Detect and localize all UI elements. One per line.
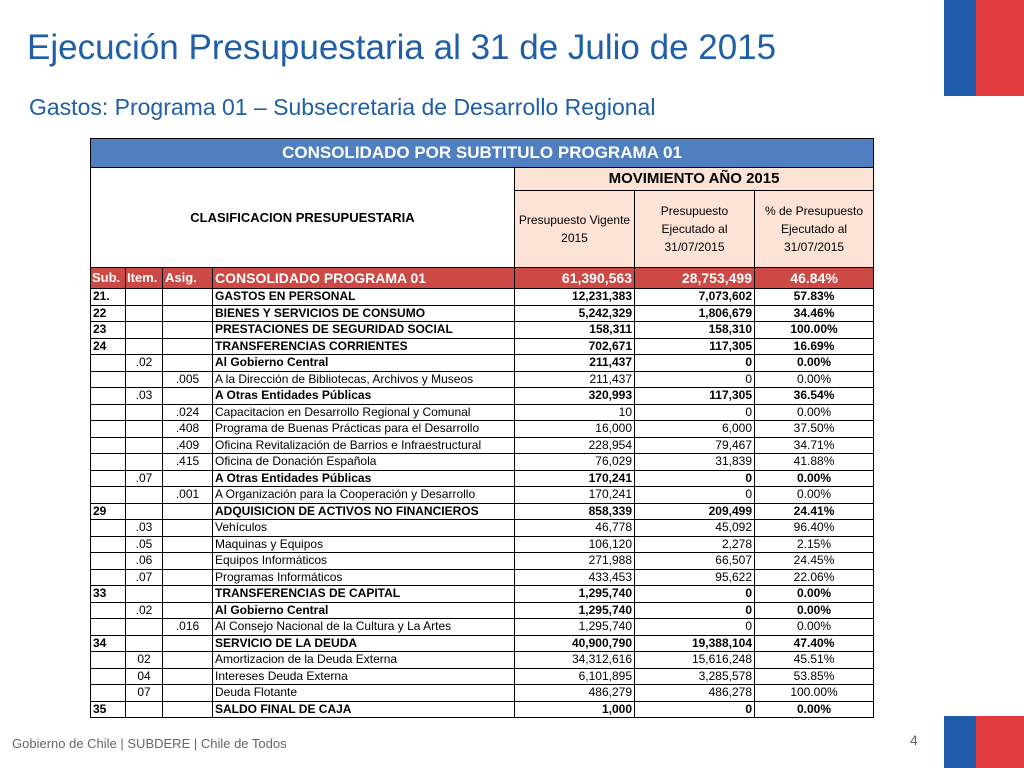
- row-pct: 57.83%: [755, 289, 874, 306]
- page-number: 4: [910, 732, 918, 748]
- flag-blue-stripe: [944, 0, 976, 96]
- footer-text: Gobierno de Chile | SUBDERE | Chile de Todos: [12, 736, 287, 751]
- row-vigente: 5,242,329: [515, 305, 635, 322]
- row-item: .03: [126, 388, 163, 405]
- row-asig: .408: [163, 421, 213, 438]
- row-asig: [163, 635, 213, 652]
- row-vigente: 1,000: [515, 701, 635, 718]
- row-name: SALDO FINAL DE CAJA: [213, 701, 515, 718]
- row-sub: 24: [91, 338, 126, 355]
- table-row: [91, 388, 874, 405]
- row-vigente: 10: [515, 404, 635, 421]
- row-sub: 22: [91, 305, 126, 322]
- row-name: TRANSFERENCIAS DE CAPITAL: [213, 586, 515, 603]
- row-pct: 16.69%: [755, 338, 874, 355]
- col-header-pct: % de Presupuesto Ejecutado al 31/07/2015: [755, 191, 874, 268]
- table-row: [91, 685, 874, 702]
- table-row: [91, 635, 874, 652]
- row-asig: [163, 338, 213, 355]
- row-vigente: 170,241: [515, 487, 635, 504]
- row-item: 04: [126, 668, 163, 685]
- table-row: [91, 503, 874, 520]
- row-pct: 2.15%: [755, 536, 874, 553]
- row-sub: [91, 487, 126, 504]
- row-ejecutado: 0: [635, 487, 755, 504]
- row-vigente: 486,279: [515, 685, 635, 702]
- row-vigente: 858,339: [515, 503, 635, 520]
- row-vigente: 228,954: [515, 437, 635, 454]
- row-sub: [91, 371, 126, 388]
- row-sub: 23: [91, 322, 126, 339]
- row-vigente: 702,671: [515, 338, 635, 355]
- row-ejecutado: 0: [635, 602, 755, 619]
- table-row: [91, 701, 874, 718]
- row-sub: [91, 685, 126, 702]
- row-name: PRESTACIONES DE SEGURIDAD SOCIAL: [213, 322, 515, 339]
- row-vigente: 40,900,790: [515, 635, 635, 652]
- row-sub: 29: [91, 503, 126, 520]
- row-name: Oficina de Donación Española: [213, 454, 515, 471]
- row-vigente: 211,437: [515, 355, 635, 372]
- row-name: A Otras Entidades Públicas: [213, 388, 515, 405]
- consolidated-row: [91, 268, 874, 289]
- row-asig: [163, 685, 213, 702]
- col-header-ejecutado: Presupuesto Ejecutado al 31/07/2015: [635, 191, 755, 268]
- row-vigente: 158,311: [515, 322, 635, 339]
- row-item: [126, 487, 163, 504]
- col-item-label: Item.: [126, 268, 163, 289]
- row-item: 02: [126, 652, 163, 669]
- table-row: [91, 487, 874, 504]
- row-sub: [91, 619, 126, 636]
- row-name: Al Gobierno Central: [213, 355, 515, 372]
- row-sub: [91, 421, 126, 438]
- row-ejecutado: 31,839: [635, 454, 755, 471]
- row-sub: [91, 652, 126, 669]
- row-ejecutado: 0: [635, 470, 755, 487]
- row-asig: [163, 305, 213, 322]
- row-sub: [91, 454, 126, 471]
- row-sub: 34: [91, 635, 126, 652]
- slide-subtitle: Gastos: Programa 01 – Subsecretaria de Desarrollo Regional: [29, 94, 656, 120]
- consolidated-ejecutado: 28,753,499: [635, 268, 755, 289]
- row-name: A Otras Entidades Públicas: [213, 470, 515, 487]
- row-ejecutado: 3,285,578: [635, 668, 755, 685]
- row-item: .07: [126, 470, 163, 487]
- row-vigente: 12,231,383: [515, 289, 635, 306]
- table-row: [91, 454, 874, 471]
- row-item: [126, 619, 163, 636]
- row-vigente: 271,988: [515, 553, 635, 570]
- row-vigente: 170,241: [515, 470, 635, 487]
- row-sub: 21.: [91, 289, 126, 306]
- col-asig-label: Asig.: [163, 268, 213, 289]
- row-asig: [163, 652, 213, 669]
- row-item: .06: [126, 553, 163, 570]
- row-ejecutado: 15,616,248: [635, 652, 755, 669]
- table-row: [91, 619, 874, 636]
- row-item: [126, 338, 163, 355]
- row-asig: [163, 553, 213, 570]
- row-sub: [91, 470, 126, 487]
- row-vigente: 433,453: [515, 569, 635, 586]
- row-name: Al Gobierno Central: [213, 602, 515, 619]
- row-ejecutado: 209,499: [635, 503, 755, 520]
- row-item: [126, 454, 163, 471]
- row-pct: 36.54%: [755, 388, 874, 405]
- row-asig: [163, 289, 213, 306]
- row-ejecutado: 6,000: [635, 421, 755, 438]
- row-vigente: 76,029: [515, 454, 635, 471]
- row-name: Equipos Informáticos: [213, 553, 515, 570]
- row-sub: [91, 404, 126, 421]
- table-row: [91, 355, 874, 372]
- row-item: [126, 404, 163, 421]
- clasificacion-header: CLASIFICACION PRESUPUESTARIA: [91, 168, 515, 268]
- row-asig: [163, 520, 213, 537]
- row-sub: [91, 536, 126, 553]
- row-item: [126, 371, 163, 388]
- row-ejecutado: 0: [635, 701, 755, 718]
- row-pct: 0.00%: [755, 371, 874, 388]
- row-name: Capacitacion en Desarrollo Regional y Comunal: [213, 404, 515, 421]
- row-sub: 35: [91, 701, 126, 718]
- row-vigente: 1,295,740: [515, 619, 635, 636]
- row-ejecutado: 0: [635, 586, 755, 603]
- row-ejecutado: 1,806,679: [635, 305, 755, 322]
- table-row: [91, 602, 874, 619]
- row-name: Vehículos: [213, 520, 515, 537]
- row-ejecutado: 0: [635, 619, 755, 636]
- row-asig: [163, 503, 213, 520]
- row-name: TRANSFERENCIAS CORRIENTES: [213, 338, 515, 355]
- flag-red-stripe: [976, 0, 1024, 96]
- row-sub: [91, 553, 126, 570]
- row-pct: 53.85%: [755, 668, 874, 685]
- row-name: A la Dirección de Bibliotecas, Archivos y Museos: [213, 371, 515, 388]
- row-ejecutado: 0: [635, 371, 755, 388]
- chile-flag-top-decoration: [944, 0, 1024, 96]
- row-asig: [163, 322, 213, 339]
- flag-blue-stripe: [944, 716, 976, 768]
- row-asig: [163, 470, 213, 487]
- row-pct: 34.71%: [755, 437, 874, 454]
- row-ejecutado: 486,278: [635, 685, 755, 702]
- row-ejecutado: 7,073,602: [635, 289, 755, 306]
- row-ejecutado: 117,305: [635, 388, 755, 405]
- table-row: [91, 536, 874, 553]
- row-pct: 24.45%: [755, 553, 874, 570]
- consolidated-pct: 46.84%: [755, 268, 874, 289]
- row-ejecutado: 158,310: [635, 322, 755, 339]
- row-vigente: 1,295,740: [515, 602, 635, 619]
- row-name: Programas Informáticos: [213, 569, 515, 586]
- row-ejecutado: 45,092: [635, 520, 755, 537]
- row-name: BIENES Y SERVICIOS DE CONSUMO: [213, 305, 515, 322]
- table-row: [91, 371, 874, 388]
- row-pct: 24.41%: [755, 503, 874, 520]
- row-pct: 0.00%: [755, 487, 874, 504]
- row-asig: .016: [163, 619, 213, 636]
- row-item: [126, 635, 163, 652]
- row-vigente: 34,312,616: [515, 652, 635, 669]
- row-item: [126, 322, 163, 339]
- row-pct: 0.00%: [755, 404, 874, 421]
- row-ejecutado: 79,467: [635, 437, 755, 454]
- consolidated-vigente: 61,390,563: [515, 268, 635, 289]
- movimiento-header: MOVIMIENTO AÑO 2015: [515, 168, 874, 191]
- table-row: [91, 569, 874, 586]
- row-vigente: 211,437: [515, 371, 635, 388]
- row-vigente: 1,295,740: [515, 586, 635, 603]
- table-row: [91, 322, 874, 339]
- row-name: Deuda Flotante: [213, 685, 515, 702]
- row-item: .03: [126, 520, 163, 537]
- row-item: [126, 421, 163, 438]
- row-item: [126, 305, 163, 322]
- row-pct: 0.00%: [755, 355, 874, 372]
- row-vigente: 46,778: [515, 520, 635, 537]
- row-name: ADQUISICION DE ACTIVOS NO FINANCIEROS: [213, 503, 515, 520]
- row-asig: .409: [163, 437, 213, 454]
- row-asig: [163, 355, 213, 372]
- row-name: A Organización para la Cooperación y Desarrollo: [213, 487, 515, 504]
- table-row: [91, 520, 874, 537]
- row-item: .05: [126, 536, 163, 553]
- row-pct: 0.00%: [755, 619, 874, 636]
- row-sub: [91, 437, 126, 454]
- row-pct: 100.00%: [755, 685, 874, 702]
- row-sub: 33: [91, 586, 126, 603]
- row-name: GASTOS EN PERSONAL: [213, 289, 515, 306]
- row-item: [126, 437, 163, 454]
- row-name: SERVICIO DE LA DEUDA: [213, 635, 515, 652]
- chile-flag-bottom-decoration: [944, 716, 1024, 768]
- table-row: [91, 668, 874, 685]
- row-ejecutado: 95,622: [635, 569, 755, 586]
- table-row: [91, 305, 874, 322]
- budget-table: [90, 138, 874, 718]
- row-ejecutado: 19,388,104: [635, 635, 755, 652]
- row-pct: 37.50%: [755, 421, 874, 438]
- consolidated-name: CONSOLIDADO PROGRAMA 01: [213, 268, 515, 289]
- row-asig: [163, 602, 213, 619]
- row-asig: .024: [163, 404, 213, 421]
- row-sub: [91, 388, 126, 405]
- row-pct: 47.40%: [755, 635, 874, 652]
- row-item: [126, 701, 163, 718]
- row-sub: [91, 520, 126, 537]
- row-name: Oficina Revitalización de Barrios e Infraestructural: [213, 437, 515, 454]
- row-ejecutado: 0: [635, 404, 755, 421]
- row-ejecutado: 66,507: [635, 553, 755, 570]
- row-name: Intereses Deuda Externa: [213, 668, 515, 685]
- table-row: [91, 652, 874, 669]
- row-item: .02: [126, 602, 163, 619]
- row-pct: 100.00%: [755, 322, 874, 339]
- row-name: Al Consejo Nacional de la Cultura y La Artes: [213, 619, 515, 636]
- table-row: [91, 437, 874, 454]
- table-row: [91, 289, 874, 306]
- col-header-vigente: Presupuesto Vigente 2015: [515, 191, 635, 268]
- row-vigente: 16,000: [515, 421, 635, 438]
- row-item: .02: [126, 355, 163, 372]
- row-vigente: 106,120: [515, 536, 635, 553]
- row-vigente: 320,993: [515, 388, 635, 405]
- row-item: [126, 586, 163, 603]
- row-asig: [163, 536, 213, 553]
- row-item: .07: [126, 569, 163, 586]
- flag-red-stripe: [976, 716, 1024, 768]
- row-sub: [91, 602, 126, 619]
- row-name: Amortizacion de la Deuda Externa: [213, 652, 515, 669]
- row-asig: [163, 388, 213, 405]
- row-pct: 41.88%: [755, 454, 874, 471]
- row-asig: .415: [163, 454, 213, 471]
- row-sub: [91, 355, 126, 372]
- row-pct: 0.00%: [755, 701, 874, 718]
- row-ejecutado: 117,305: [635, 338, 755, 355]
- row-asig: .005: [163, 371, 213, 388]
- table-title: CONSOLIDADO POR SUBTITULO PROGRAMA 01: [91, 139, 874, 168]
- row-asig: [163, 701, 213, 718]
- col-sub-label: Sub.: [91, 268, 126, 289]
- row-ejecutado: 0: [635, 355, 755, 372]
- row-asig: [163, 668, 213, 685]
- row-pct: 0.00%: [755, 586, 874, 603]
- row-asig: [163, 586, 213, 603]
- row-pct: 45.51%: [755, 652, 874, 669]
- row-pct: 0.00%: [755, 470, 874, 487]
- row-asig: [163, 569, 213, 586]
- row-pct: 34.46%: [755, 305, 874, 322]
- row-item: 07: [126, 685, 163, 702]
- table-row: [91, 586, 874, 603]
- row-item: [126, 289, 163, 306]
- table-row: [91, 338, 874, 355]
- table-row: [91, 470, 874, 487]
- row-pct: 22.06%: [755, 569, 874, 586]
- row-sub: [91, 668, 126, 685]
- row-pct: 0.00%: [755, 602, 874, 619]
- row-name: Programa de Buenas Prácticas para el Desarrollo: [213, 421, 515, 438]
- table-row: [91, 421, 874, 438]
- slide-title: Ejecución Presupuestaria al 31 de Julio de 2015: [27, 28, 777, 67]
- row-vigente: 6,101,895: [515, 668, 635, 685]
- table-row: [91, 404, 874, 421]
- row-item: [126, 503, 163, 520]
- table-row: [91, 553, 874, 570]
- row-pct: 96.40%: [755, 520, 874, 537]
- row-ejecutado: 2,278: [635, 536, 755, 553]
- row-asig: .001: [163, 487, 213, 504]
- row-name: Maquinas y Equipos: [213, 536, 515, 553]
- row-sub: [91, 569, 126, 586]
